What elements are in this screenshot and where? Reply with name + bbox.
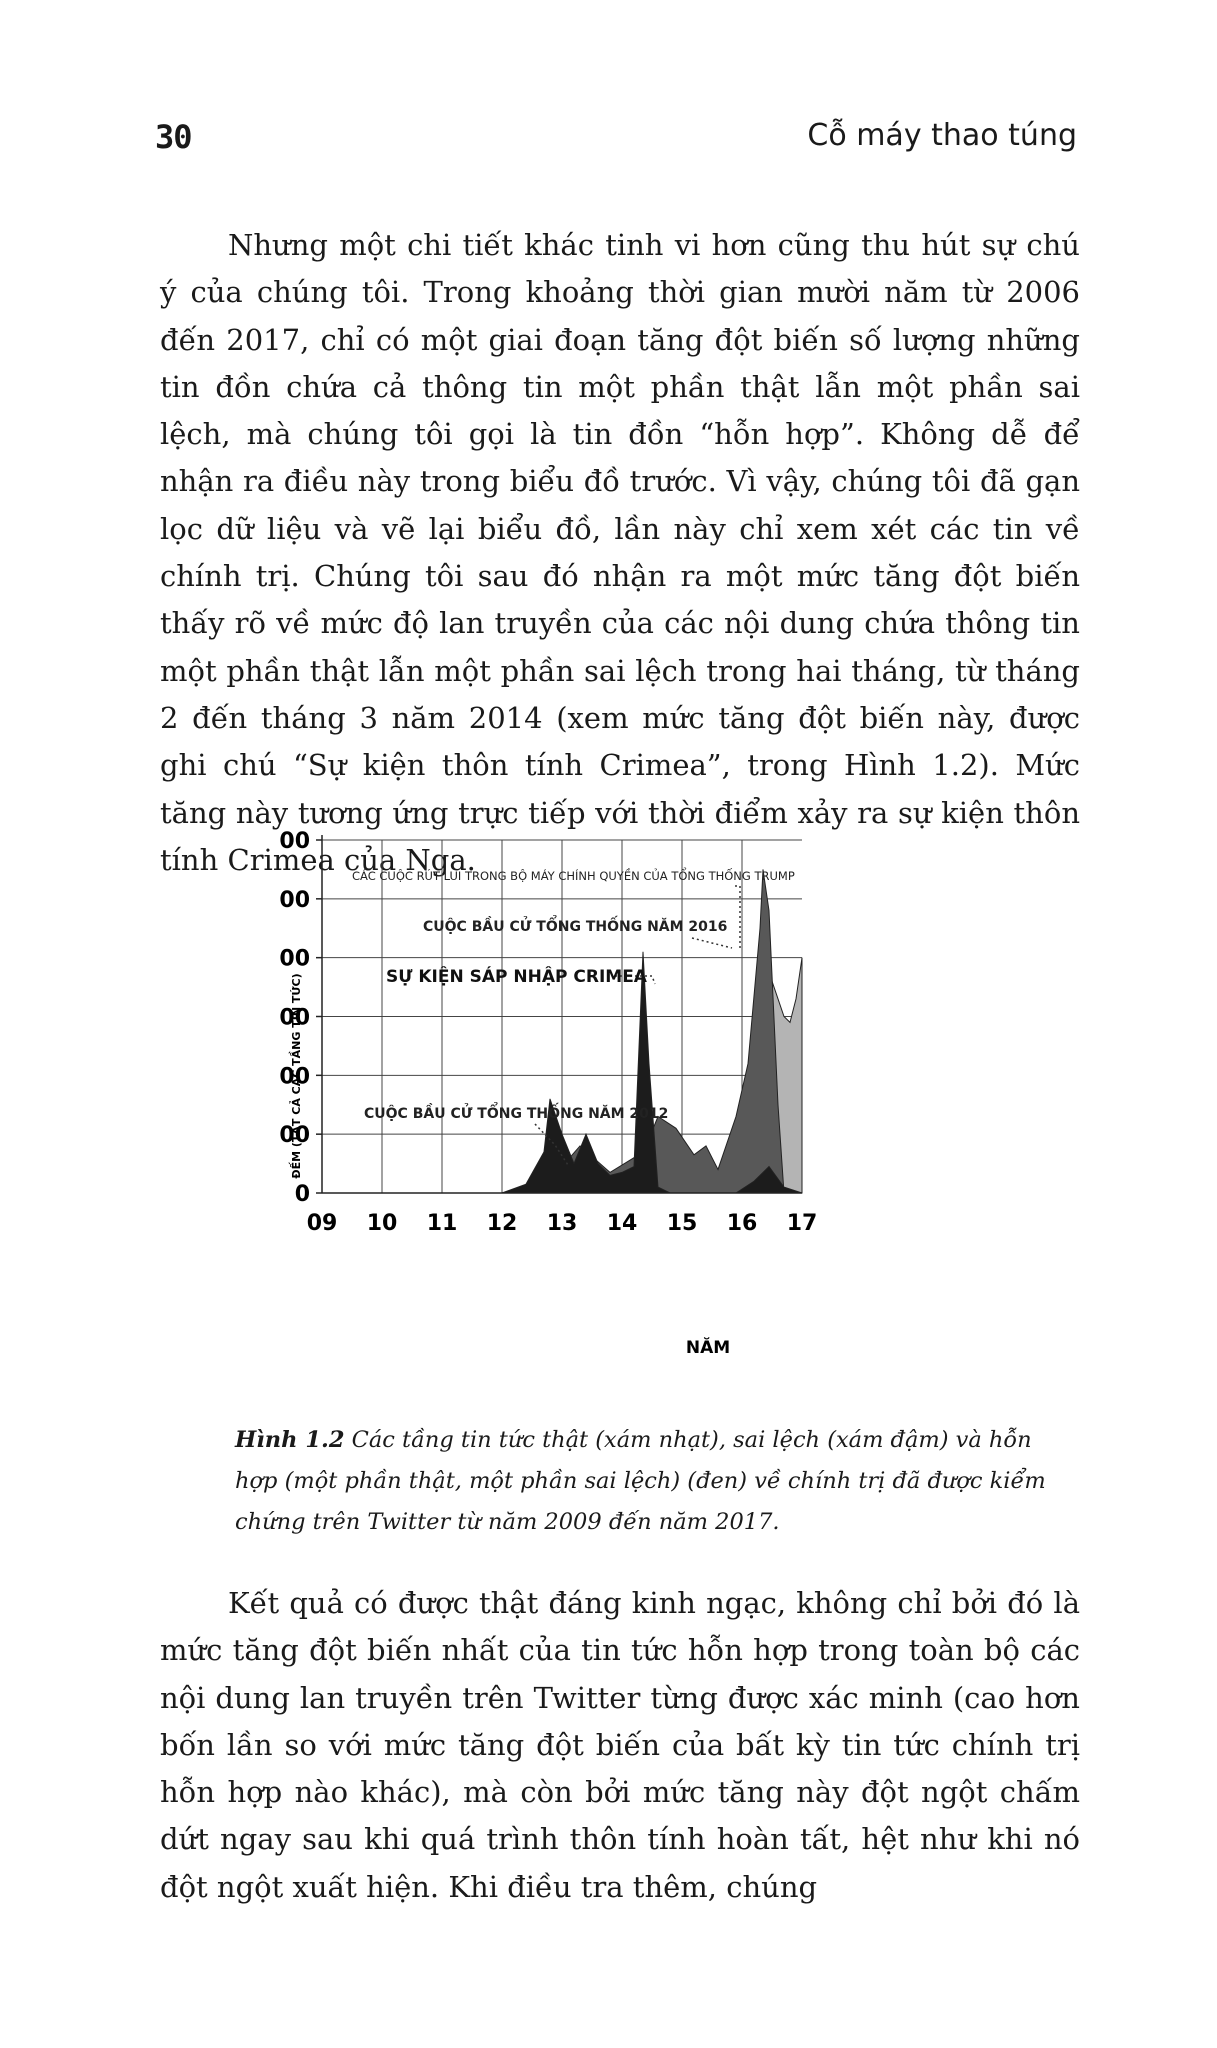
x-tick-label: 11 <box>426 1211 458 1236</box>
annotation-election-2016: CUỘC BẦU CỬ TỔNG THỐNG NĂM 2016 <box>423 919 728 935</box>
x-tick-label: 12 <box>486 1211 518 1236</box>
annotation-crimea: SỰ KIỆN SÁP NHẬP CRIMEA <box>386 967 647 987</box>
x-tick-label: 15 <box>666 1211 698 1236</box>
y-tick-label: 00 <box>280 1005 310 1031</box>
leader-trump <box>735 886 740 950</box>
y-tick-label: 00 <box>280 1123 310 1149</box>
y-tick-label: 00 <box>280 1064 310 1090</box>
running-title: Cỗ máy thao túng <box>807 118 1077 153</box>
figure-caption <box>235 1420 1065 1543</box>
y-tick-label: 00 <box>280 829 310 854</box>
area-chart <box>280 820 1060 1380</box>
caption-text: Các tầng tin tức thật (xám nhạt), sai lệch (xám đậm) và hỗn hợp (một phần thật, một phần sai lệch) (đen) về chính trị đã được kiểm chứng trên Twitter từ năm 2009 đến năm 2017. <box>235 1427 1046 1535</box>
y-tick-label: 00 <box>280 887 310 913</box>
x-tick-label: 09 <box>306 1211 338 1236</box>
body-paragraph-1: Nhưng một chi tiết khác tinh vi hơn cũng thu hút sự chú ý của chúng tôi. Trong khoảng thời gian mười năm từ 2006 đến 2017, chỉ có một giai đoạn tăng đột biến số lượng những tin đồn chứa cả thông tin một phần thật lẫn một phần sai lệch, mà chúng tôi gọi là tin đồn “hỗn hợp”. Không dễ để nhận ra điều này trong biểu đồ trước. Vì vậy, chúng tôi đã gạn lọc dữ liệu và vẽ lại biểu đồ, lần này chỉ xem xét các tin về chính trị. Chúng tôi sau đó nhận ra một mức tăng đột biến thấy rõ về mức độ lan truyền của các nội dung chứa thông tin một phần thật lẫn một phần sai lệch trong hai tháng, từ tháng 2 đến tháng 3 năm 2014 (xem mức tăng đột biến này, được ghi chú “Sự kiện thôn tính Crimea”, trong Hình 1.2). Mức tăng này tương ứng trực tiếp với thời điểm xảy ra sự kiện thôn tính Crimea của Nga. <box>160 228 1080 877</box>
leader-2016 <box>692 938 732 948</box>
page-number: 30 <box>155 118 192 156</box>
annotation-election-2012: CUỘC BẦU CỬ TỔNG THỐNG NĂM 2012 <box>364 1106 669 1122</box>
x-tick-label: 13 <box>546 1211 578 1236</box>
y-axis-label: ĐẾM (TẤT CẢ CÁC TẦNG TIN TỨC) <box>290 973 303 1179</box>
x-tick-label: 14 <box>606 1211 638 1236</box>
body-paragraph-2: Kết quả có được thật đáng kinh ngạc, không chỉ bởi đó là mức tăng đột biến nhất của tin tức hỗn hợp trong toàn bộ các nội dung lan truyền trên Twitter từng được xác minh (cao hơn bốn lần so với mức tăng đột biến của bất kỳ tin tức chính trị hỗn hợp nào khác), mà còn bởi mức tăng này đột ngột chấm dứt ngay sau khi quá trình thôn tính hoàn tất, hệt như khi nó đột ngột xuất hiện. Khi điều tra thêm, chúng <box>160 1586 1080 1904</box>
x-tick-label: 16 <box>726 1211 758 1236</box>
x-tick-labels <box>307 1211 818 1236</box>
page-header <box>155 118 1077 158</box>
annotation-trump-departures: CÁC CUỘC RÚT LUI TRONG BỘ MÁY CHÍNH QUYỀN CỦA TỔNG THỐNG TRUMP <box>352 869 795 883</box>
caption-label: Hình 1.2 <box>235 1427 345 1453</box>
x-axis-label: NĂM <box>685 1338 731 1358</box>
figure-1-2 <box>280 820 1060 1380</box>
y-tick-label: 0 <box>294 1182 310 1207</box>
x-tick-label: 17 <box>786 1211 818 1236</box>
chart-annotations <box>352 867 795 1122</box>
x-tick-label: 10 <box>366 1211 398 1236</box>
y-tick-label: 00 <box>280 946 310 972</box>
